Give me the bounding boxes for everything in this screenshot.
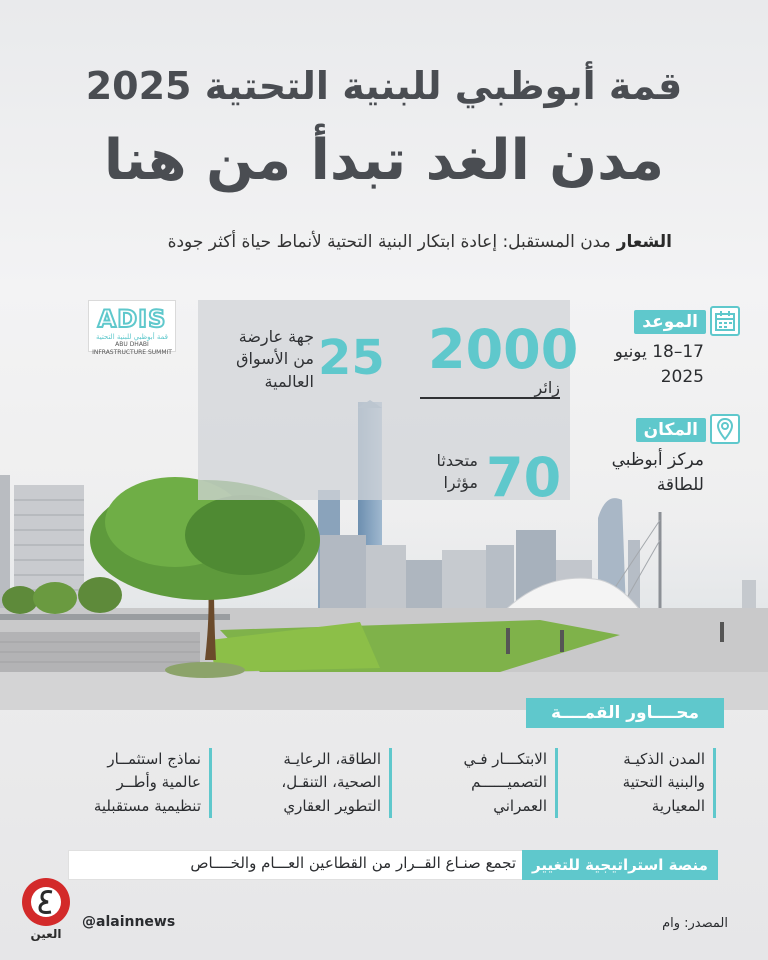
building — [406, 560, 442, 615]
place-label: المكان — [636, 418, 706, 442]
stat-visitors-value: 2000 — [428, 318, 579, 381]
stat-exhibitors-label-line: العالمية — [264, 371, 314, 391]
theme-item-line: التصميــــــم — [471, 773, 547, 792]
building — [320, 535, 366, 615]
adis-logo-subtitle-ar: قمة أبوظبي للبنية التحتية — [95, 333, 169, 341]
date-value-line: 2025 — [660, 366, 704, 387]
theme-item-line: المعيارية — [651, 796, 705, 815]
theme-item-line: المدن الذكيـة — [623, 750, 705, 768]
calendar-icon — [710, 306, 740, 336]
alain-logo — [18, 876, 74, 946]
stat-exhibitors-value: 25 — [318, 330, 385, 386]
adis-logo: ADIS — [97, 305, 167, 333]
stat-speakers-value: 70 — [486, 446, 562, 509]
adis-logo-subtitle-en: ABU DHABI INFRASTRUCTURE SUMMIT — [92, 341, 172, 356]
theme-item — [62, 748, 212, 818]
slogan — [168, 232, 672, 252]
theme-item-line: تنظيمية مستقبلية — [93, 796, 201, 815]
stat-speakers-label-line: مؤثرا — [443, 473, 478, 493]
stat-exhibitors-label-line: جهة عارضة — [238, 327, 314, 346]
location-pin-icon — [710, 414, 740, 444]
building — [486, 545, 514, 615]
slogan-label: الشعار — [616, 232, 672, 252]
theme-item-line: نماذج استثمــار — [107, 750, 201, 768]
theme-item — [422, 748, 558, 818]
building — [366, 545, 406, 615]
place-value-line: للطاقة — [656, 474, 704, 495]
bottom-banner-tag: منصة استراتيجية للتغيير — [522, 850, 718, 880]
social-handle: @alainnews — [82, 914, 176, 930]
theme-item-line: والبنية التحتية — [622, 773, 705, 792]
theme-item-line: العمراني — [493, 796, 547, 815]
stat-exhibitors-label-line: من الأسواق — [236, 349, 314, 369]
date-label: الموعد — [634, 310, 706, 334]
theme-item-line: الصحية، التنقـل، — [281, 773, 381, 792]
themes-header: محــــاور القمــــة — [526, 698, 724, 728]
date-value-line: 17–18 يونيو — [614, 342, 704, 362]
alain-logo-text: العين — [30, 927, 62, 941]
bottom-banner-text: تجمع صنـاع القــرار من القطاعين العـــام والخــــاص — [190, 854, 516, 872]
stat-visitors-label: زائر — [420, 378, 560, 399]
theme-item-line: الابتكـــار فـي — [463, 750, 547, 768]
date-value — [584, 340, 704, 389]
stat-speakers-label — [400, 450, 478, 495]
theme-item-line: الطاقة، الرعايـة — [283, 750, 381, 768]
adis-logo-subtitle — [90, 333, 174, 356]
theme-item-line: عالمية وأطــر — [116, 773, 201, 792]
source-credit: المصدر: وام — [662, 916, 728, 931]
theme-item — [566, 748, 716, 818]
subheadline: مدن الغد تبدأ من هنا — [103, 128, 665, 193]
headline: قمة أبوظبي للبنية التحتية 2025 — [85, 64, 683, 108]
place-value-line: مركز أبوظبي — [611, 450, 704, 470]
slogan-text: مدن المستقبل: إعادة ابتكار البنية التحتية لأنماط حياة أكثر جودة — [167, 232, 611, 252]
theme-item — [244, 748, 392, 818]
building — [442, 550, 486, 615]
building — [742, 580, 756, 612]
theme-item-line: التطوير العقاري — [283, 796, 381, 815]
stat-speakers-label-line: متحدثا — [436, 451, 478, 470]
stat-exhibitors-label — [204, 326, 314, 393]
place-value — [584, 448, 704, 497]
